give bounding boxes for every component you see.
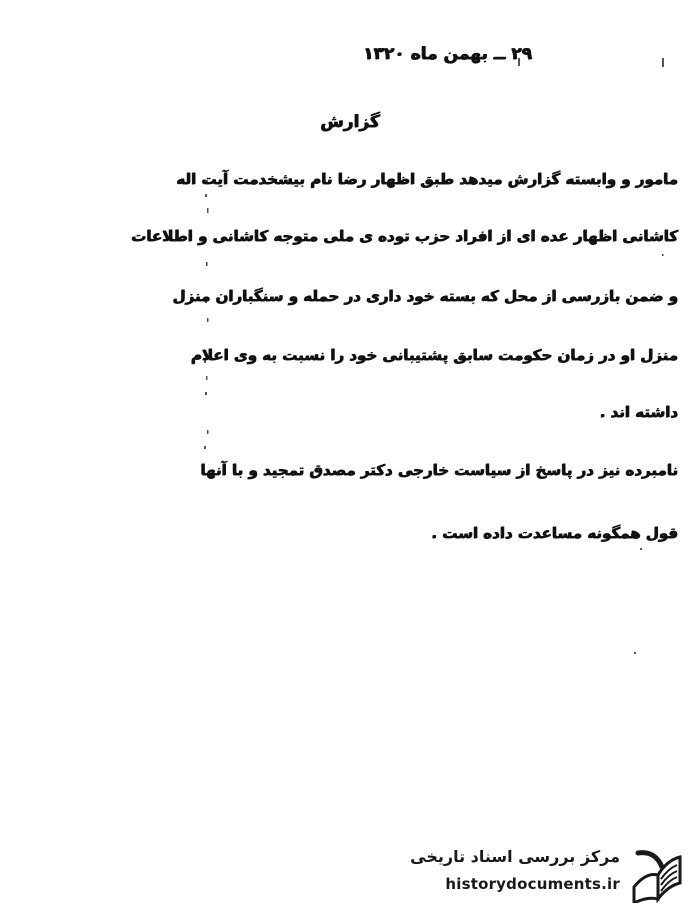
- document-date: ۲۹ ــ بهمن ماه ۱۳۲۰: [363, 44, 532, 64]
- archive-name: مرکز بررسی اسناد تاریخی: [410, 847, 620, 866]
- body-line-6: نامبرده نیز در پاسخ از سیاست خارجی دکتر مصدق تمجید و با آنها: [200, 461, 678, 479]
- archive-url: historydocuments.ir: [445, 875, 620, 893]
- archive-watermark: [406, 845, 686, 905]
- document-title: [0, 112, 700, 132]
- body-line-3: و ضمن بازرسی از محل که بسته خود داری در حمله و سنگباران منزل: [172, 287, 678, 305]
- body-line-2: کاشانی اظهار عده ای از افراد حزب توده ی ملی متوجه کاشانی و اطلاعات: [131, 227, 678, 245]
- body-line-7: قول همگونه مساعدت داده است .: [431, 524, 678, 542]
- body-line-5: داشته اند .: [599, 403, 678, 421]
- open-book-icon: [628, 847, 686, 903]
- document-title-text: گزارش: [320, 112, 380, 132]
- body-line-4: منزل او در زمان حکومت سابق پشتیبانی خود را نسبت به وی اعلام: [190, 346, 678, 364]
- body-line-1: مامور و وابسته گزارش میدهد طبق اظهار رضا نام بیشخدمت آیت اله: [176, 170, 678, 188]
